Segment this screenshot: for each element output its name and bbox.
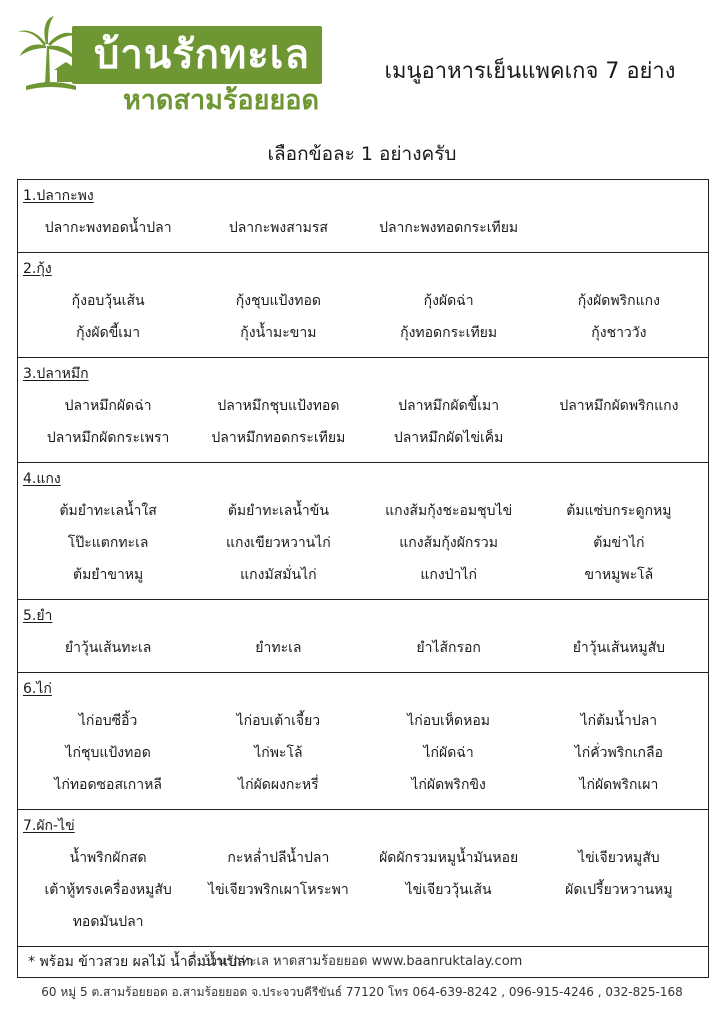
menu-item: กุ้งชาววัง xyxy=(591,325,647,341)
category-title: 2.กุ้ง xyxy=(23,261,52,277)
menu-item: แกงส้มกุ้งชะอมชุบไข่ xyxy=(385,503,513,519)
menu-item: ปลาหมึกผัดฉ่า xyxy=(64,398,152,414)
footer-contact: บ้านรักทะเล หาดสามร้อยยอด www.baanruktalay.com xyxy=(201,954,523,969)
menu-row xyxy=(23,632,704,664)
menu-row xyxy=(23,842,704,874)
menu-item: กุ้งผัดพริกแกง xyxy=(577,293,660,309)
menu-item: กุ้งชุบแป้งทอด xyxy=(235,293,321,309)
category-title: 6.ไก่ xyxy=(23,681,52,697)
menu-row xyxy=(23,737,704,769)
resort-logo xyxy=(16,14,320,118)
menu-row xyxy=(23,317,704,349)
menu-item: ปลาหมึกผัดพริกแกง xyxy=(559,398,679,414)
menu-item: กุ้งทอดกระเทียม xyxy=(400,325,498,341)
menu-item: ต้มยำทะเลน้ำใส xyxy=(59,503,157,519)
menu-item: ไก่ชุบแป้งทอด xyxy=(65,745,151,761)
menu-item: แกงส้มกุ้งผักรวม xyxy=(399,535,498,551)
menu-category xyxy=(18,253,708,358)
menu-item: ต้มยำขาหมู xyxy=(72,567,144,583)
menu-item: ปลากะพงทอดกระเทียม xyxy=(379,220,519,236)
menu-item: ไก่อบเห็ดหอม xyxy=(407,713,491,729)
menu-item: ไก่ต้มน้ำปลา xyxy=(580,713,658,729)
menu-item: กุ้งผัดขี้เมา xyxy=(76,325,141,341)
menu-item xyxy=(193,906,363,938)
menu-table xyxy=(17,179,709,978)
menu-item: ปลาหมึกผัดขี้เมา xyxy=(398,398,500,414)
footer-address: 60 หมู่ 5 ต.สามร้อยยอด อ.สามร้อยยอด จ.ประจวบคีรีขันธ์ 77120 โทร 064-639-8242 , 096-915-4246 , 032-825-168 xyxy=(41,985,683,999)
logo-name: บ้านรักทะเล xyxy=(72,26,322,84)
menu-item: กุ้งผัดฉ่า xyxy=(423,293,474,309)
menu-item: ขาหมูพะโล้ xyxy=(584,567,654,583)
menu-item: ยำทะเล xyxy=(255,640,302,656)
menu-item xyxy=(534,422,704,454)
menu-row xyxy=(23,390,704,422)
menu-item: ปลาหมึกชุบแป้งทอด xyxy=(217,398,340,414)
menu-category xyxy=(18,180,708,253)
menu-title: เมนูอาหารเย็นแพคเกจ 7 อย่าง xyxy=(384,59,676,84)
menu-item: ปลากะพงสามรส xyxy=(228,220,328,236)
menu-item xyxy=(534,906,704,938)
menu-item: แกงป่าไก่ xyxy=(420,567,477,583)
menu-item: ไก่ผัดพริกขิง xyxy=(411,777,486,793)
menu-subtitle: เลือกข้อละ 1 อย่างครับ xyxy=(267,143,457,165)
menu-item: โป๊ะแตกทะเล xyxy=(67,535,149,551)
menu-category xyxy=(18,358,708,463)
menu-item: ทอดมันปลา xyxy=(72,914,144,930)
category-title: 7.ผัก-ไข่ xyxy=(23,818,75,834)
menu-category xyxy=(18,673,708,810)
menu-item: ไข่เจียวพริกเผาโหระพา xyxy=(208,882,349,898)
menu-category xyxy=(18,810,708,947)
menu-item: ยำวุ้นเส้นหมูสับ xyxy=(572,640,666,656)
menu-item: ต้มแซ่บกระดูกหมู xyxy=(566,503,672,519)
menu-item: ยำวุ้นเส้นทะเล xyxy=(64,640,152,656)
menu-item: กุ้งอบวุ้นเส้น xyxy=(71,293,145,309)
menu-item: ปลาหมึกผัดไข่เค็ม xyxy=(393,430,504,446)
menu-category xyxy=(18,600,708,673)
menu-row xyxy=(23,874,704,906)
menu-item xyxy=(364,906,534,938)
menu-item: ไก่อบเต้าเจี้ยว xyxy=(236,713,321,729)
menu-item: ไก่ผัดพริกเผา xyxy=(579,777,659,793)
menu-item: ไก่คั่วพริกเกลือ xyxy=(574,745,663,761)
menu-row xyxy=(23,769,704,801)
menu-item: ไก่ผัดฉ่า xyxy=(423,745,474,761)
menu-row xyxy=(23,212,704,244)
menu-row xyxy=(23,285,704,317)
menu-item: ต้มยำทะเลน้ำข้น xyxy=(227,503,329,519)
menu-item: ไข่เจียวหมูสับ xyxy=(578,850,660,866)
category-title: 5.ยำ xyxy=(23,608,53,624)
package-footnote: * พร้อม ข้าวสวย ผลไม้ น้ำดื่มน้ำเปล่า xyxy=(28,954,254,970)
menu-item: ปลาหมึกทอดกระเทียม xyxy=(211,430,346,446)
category-title: 4.แกง xyxy=(23,471,61,487)
menu-item: กุ้งน้ำมะขาม xyxy=(240,325,317,341)
menu-item: กะหล่ำปลีน้ำปลา xyxy=(227,850,330,866)
menu-row xyxy=(23,906,704,938)
category-title: 1.ปลากะพง xyxy=(23,188,94,204)
menu-item: ไก่ผัดผงกะหรี่ xyxy=(238,777,319,793)
menu-item: น้ำพริกผักสด xyxy=(69,850,147,866)
menu-item: ปลาหมึกผัดกระเพรา xyxy=(46,430,170,446)
menu-item: ไก่ทอดซอสเกาหลี xyxy=(54,777,162,793)
menu-row xyxy=(23,495,704,527)
menu-row xyxy=(23,527,704,559)
menu-item: แกงเขียวหวานไก่ xyxy=(225,535,331,551)
menu-item: เต้าหู้ทรงเครื่องหมูสับ xyxy=(44,882,172,898)
menu-row xyxy=(23,559,704,591)
menu-item: ผัดเปรี้ยวหวานหมู xyxy=(565,882,673,898)
menu-category xyxy=(18,463,708,600)
menu-item xyxy=(534,212,704,244)
menu-row xyxy=(23,422,704,454)
menu-row xyxy=(23,705,704,737)
menu-item: แกงมัสมั่นไก่ xyxy=(240,567,317,583)
menu-item: ผัดผักรวมหมูน้ำมันหอย xyxy=(379,850,519,866)
menu-item: ต้มข่าไก่ xyxy=(593,535,645,551)
logo-location: หาดสามร้อยยอด xyxy=(122,85,320,116)
menu-item: ไก่พะโล้ xyxy=(254,745,303,761)
menu-item: ไข่เจียววุ้นเส้น xyxy=(405,882,492,898)
menu-item: ปลากะพงทอดน้ำปลา xyxy=(44,220,172,236)
menu-item: ไก่อบซีอิ้ว xyxy=(78,713,138,729)
menu-item: ยำไส้กรอก xyxy=(416,640,481,656)
category-title: 3.ปลาหมึก xyxy=(23,366,89,382)
